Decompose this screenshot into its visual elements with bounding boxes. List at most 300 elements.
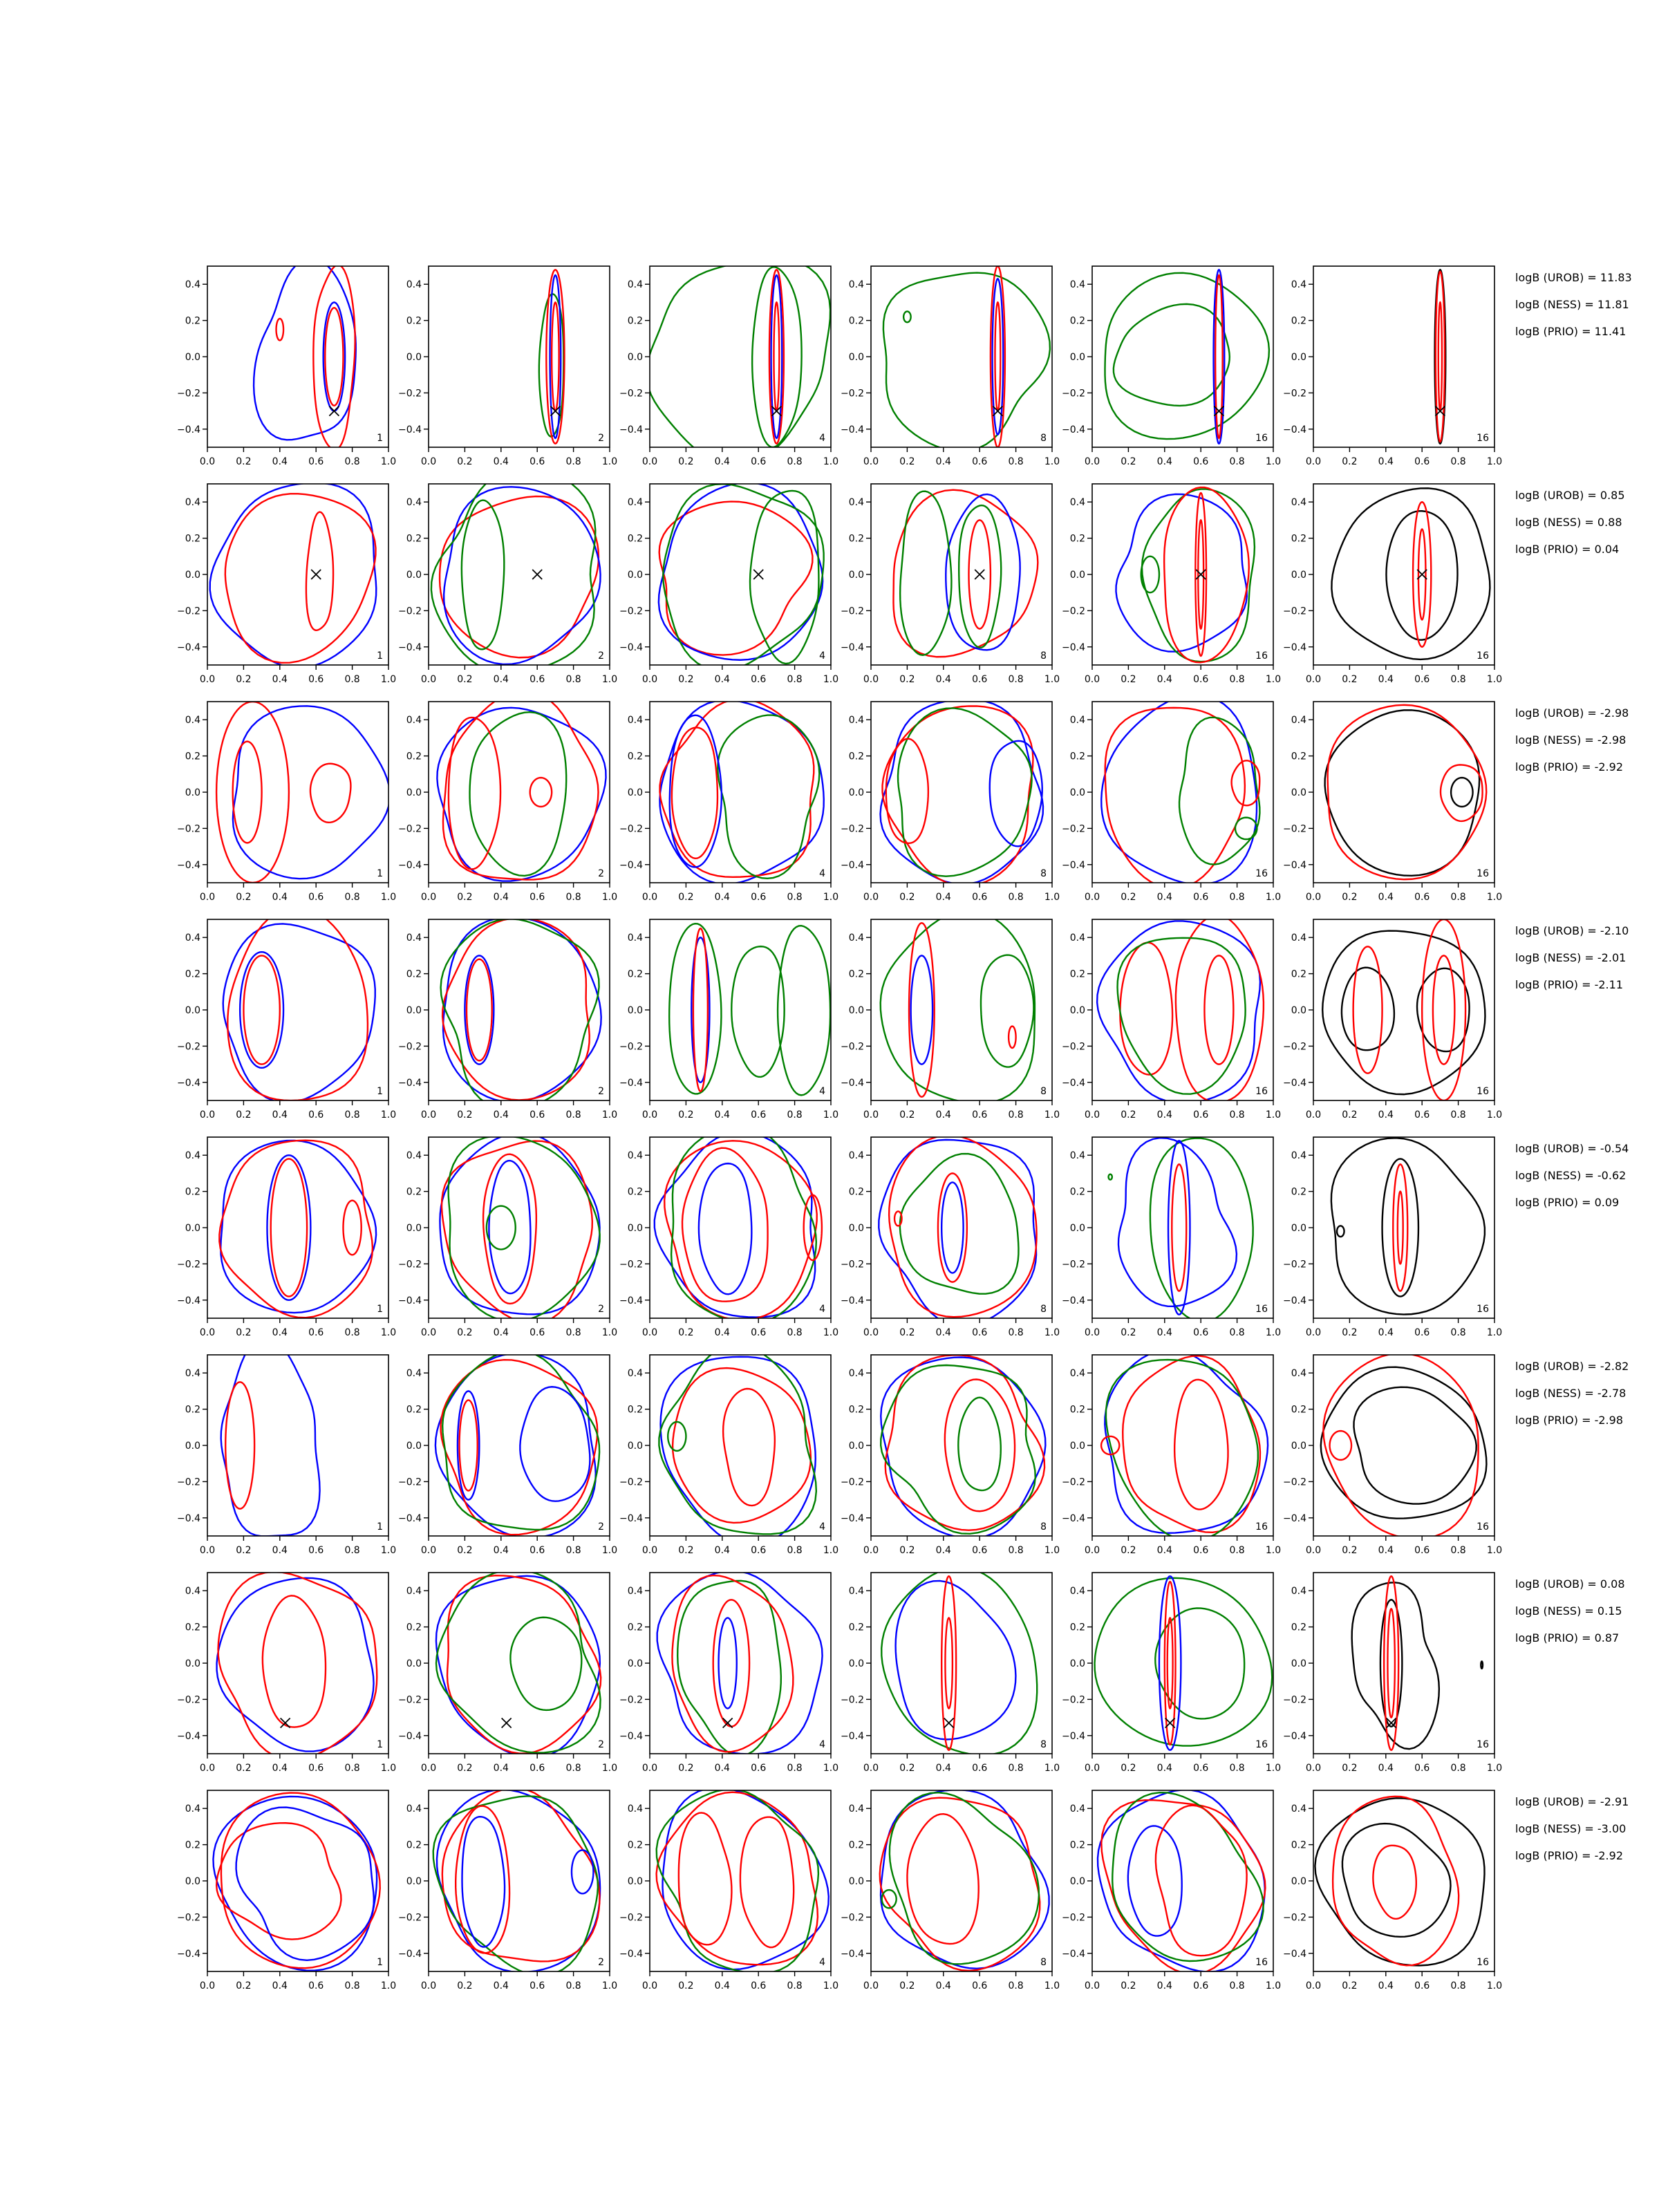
red-contour: [263, 1595, 326, 1727]
x-tick-label: 0.4: [272, 674, 288, 685]
contour-group: [221, 1338, 320, 1536]
y-tick-label: 0.0: [406, 1658, 422, 1669]
y-tick-label: 0.0: [1069, 1223, 1085, 1234]
x-tick-label: 0.0: [199, 674, 216, 685]
y-tick-label: 0.0: [627, 787, 643, 798]
y-tick-label: 0.0: [627, 1441, 643, 1452]
x-tick-label: 0.4: [1378, 1763, 1394, 1774]
axes-frame: [1092, 1137, 1273, 1318]
contour-panel: [1062, 484, 1281, 685]
x-tick-label: 0.8: [1450, 1109, 1466, 1121]
y-tick-label: 0.0: [185, 1223, 200, 1234]
y-tick-label: 0.2: [1291, 968, 1306, 980]
red-contour: [325, 308, 343, 405]
axes-frame: [871, 919, 1052, 1100]
y-tick-label: −0.4: [1283, 1948, 1306, 1960]
y-tick-label: −0.2: [1062, 1041, 1085, 1053]
panel-corner-label: 2: [598, 1086, 604, 1097]
contour-panel: [1283, 1573, 1502, 1774]
x-tick-label: 0.4: [714, 456, 730, 467]
x-tick-label: 0.0: [420, 1545, 437, 1556]
axes-frame: [207, 266, 388, 447]
y-tick-label: −0.4: [398, 1948, 422, 1960]
red-contour: [216, 702, 289, 883]
x-tick-label: 0.0: [199, 456, 216, 467]
axes-frame: [429, 1573, 610, 1754]
y-tick-label: 0.4: [627, 279, 643, 291]
x-tick-label: 0.0: [1084, 1980, 1100, 1991]
y-tick-label: 0.0: [1291, 1876, 1306, 1887]
contour-group: [1331, 488, 1490, 659]
red-contour: [893, 490, 1038, 657]
y-tick-label: −0.4: [398, 641, 422, 653]
x-tick-label: 0.0: [1084, 1327, 1100, 1338]
green-contour: [487, 1206, 516, 1250]
panel-corner-label: 16: [1477, 1304, 1489, 1315]
y-tick-label: −0.2: [841, 823, 864, 835]
y-tick-label: 0.4: [406, 715, 422, 727]
y-tick-label: −0.2: [177, 1041, 200, 1053]
blue-contour: [489, 1161, 530, 1293]
contour-group: [433, 1788, 600, 1976]
y-tick-label: −0.2: [1283, 1259, 1306, 1271]
panel-corner-label: 4: [819, 433, 825, 444]
y-tick-label: −0.4: [1062, 859, 1085, 871]
red-contour: [995, 302, 1000, 411]
y-tick-label: −0.4: [619, 641, 643, 653]
y-tick-label: 0.4: [1291, 1368, 1306, 1380]
y-tick-label: 0.0: [848, 570, 864, 581]
x-tick-label: 0.2: [1121, 892, 1136, 903]
x-tick-label: 1.0: [601, 1109, 618, 1121]
red-contour: [1323, 1353, 1478, 1539]
x-tick-label: 0.0: [641, 892, 658, 903]
panel-corner-label: 4: [819, 650, 825, 662]
red-contour: [1168, 1618, 1173, 1709]
x-tick-label: 0.0: [1084, 1763, 1100, 1774]
x-tick-label: 0.4: [935, 1327, 951, 1338]
green-contour: [1112, 1792, 1263, 1961]
x-tick-label: 0.2: [236, 892, 252, 903]
blue-contour: [254, 259, 356, 440]
x-tick-label: 0.0: [420, 1327, 437, 1338]
y-tick-label: −0.2: [1062, 606, 1085, 617]
y-tick-label: 0.0: [627, 1223, 643, 1234]
green-contour: [431, 468, 595, 674]
contour-panel: [1283, 1137, 1502, 1338]
blue-contour: [771, 275, 782, 438]
y-tick-label: 0.4: [627, 1150, 643, 1162]
contour-group: [213, 1793, 379, 1971]
x-tick-label: 0.2: [1342, 892, 1358, 903]
x-tick-label: 0.0: [641, 1980, 658, 1991]
y-tick-label: −0.2: [177, 1259, 200, 1271]
red-contour: [1009, 1027, 1015, 1048]
y-tick-label: 0.2: [406, 1622, 422, 1633]
contour-group: [1098, 1790, 1265, 1974]
x-tick-label: 0.8: [1008, 674, 1024, 685]
green-contour: [981, 955, 1033, 1067]
panel-corner-label: 16: [1255, 650, 1268, 662]
axes-frame: [1313, 919, 1494, 1100]
x-tick-label: 0.4: [493, 1763, 509, 1774]
y-tick-label: 0.2: [627, 1622, 643, 1633]
red-contour: [225, 1382, 254, 1508]
x-tick-label: 1.0: [1044, 1327, 1060, 1338]
bayes-factor-label: logB (PRIO) = 0.09: [1515, 1196, 1620, 1209]
contour-panel: [619, 258, 838, 467]
x-tick-label: 0.0: [863, 1545, 879, 1556]
x-tick-label: 0.6: [529, 892, 545, 903]
green-contour: [881, 911, 1035, 1104]
x-tick-label: 0.6: [972, 892, 988, 903]
x-tick-label: 0.8: [1229, 674, 1245, 685]
y-tick-label: 0.2: [848, 751, 864, 762]
red-contour: [682, 1148, 768, 1302]
y-tick-label: −0.4: [177, 1512, 200, 1524]
y-tick-label: −0.2: [398, 1041, 422, 1053]
y-tick-label: −0.2: [841, 1041, 864, 1053]
x-tick-label: 1.0: [601, 1545, 618, 1556]
y-tick-label: 0.2: [185, 1186, 200, 1198]
y-tick-label: −0.4: [177, 1295, 200, 1306]
y-tick-label: −0.2: [1062, 1259, 1085, 1271]
x-tick-label: 0.4: [272, 892, 288, 903]
x-tick-label: 0.2: [1121, 674, 1136, 685]
y-tick-label: −0.4: [1062, 1077, 1085, 1089]
y-tick-label: 0.2: [627, 1186, 643, 1198]
y-tick-label: −0.2: [398, 1477, 422, 1488]
panel-corner-label: 16: [1477, 650, 1489, 662]
red-contour: [679, 1812, 732, 1944]
y-tick-label: 0.0: [1291, 352, 1306, 363]
y-tick-label: 0.2: [1069, 533, 1085, 545]
x-tick-label: 0.6: [529, 674, 545, 685]
axes-frame: [1313, 266, 1494, 447]
y-tick-label: 0.2: [406, 1839, 422, 1851]
x-tick-label: 0.6: [972, 1980, 988, 1991]
red-contour: [1156, 1806, 1247, 1956]
x-tick-label: 0.2: [236, 1763, 252, 1774]
y-tick-label: 0.0: [1069, 1876, 1085, 1887]
black-contour: [1342, 968, 1394, 1051]
y-tick-label: −0.4: [398, 859, 422, 871]
y-tick-label: −0.4: [841, 1077, 864, 1089]
axes-frame: [207, 484, 388, 665]
y-tick-label: −0.2: [1283, 1477, 1306, 1488]
y-tick-label: −0.2: [841, 388, 864, 400]
x-tick-label: 0.0: [1305, 892, 1322, 903]
x-tick-label: 1.0: [1044, 1109, 1060, 1121]
y-tick-label: 0.2: [1069, 751, 1085, 762]
red-contour: [1204, 955, 1233, 1064]
axes-frame: [429, 702, 610, 883]
y-tick-label: 0.0: [185, 1658, 200, 1669]
contour-group: [655, 1126, 822, 1324]
y-tick-label: −0.4: [1283, 1730, 1306, 1742]
y-tick-label: 0.4: [1291, 1803, 1306, 1815]
x-tick-label: 0.6: [1193, 456, 1209, 467]
black-contour: [1481, 1661, 1483, 1668]
x-tick-label: 0.6: [308, 1763, 324, 1774]
y-tick-label: 0.2: [185, 1622, 200, 1633]
x-tick-label: 0.0: [420, 674, 437, 685]
x-tick-label: 0.6: [308, 1545, 324, 1556]
contour-group: [1105, 270, 1268, 444]
x-tick-label: 1.0: [1486, 674, 1503, 685]
red-contour: [909, 923, 935, 1097]
green-contour: [958, 1398, 1000, 1490]
x-tick-label: 0.6: [1414, 1327, 1430, 1338]
axes-frame: [650, 1355, 831, 1536]
red-contour: [1328, 705, 1487, 879]
x-tick-label: 1.0: [1486, 1545, 1503, 1556]
contour-group: [216, 702, 390, 883]
x-tick-label: 0.2: [236, 456, 252, 467]
contour-group: [659, 482, 824, 671]
x-tick-label: 0.0: [863, 1763, 879, 1774]
x-tick-label: 0.4: [1378, 1109, 1394, 1121]
contour-group: [1101, 695, 1259, 888]
green-contour: [1235, 818, 1257, 839]
contour-group: [219, 1141, 376, 1318]
y-tick-label: −0.4: [619, 1295, 643, 1306]
y-tick-label: 0.4: [1069, 932, 1085, 944]
x-tick-label: 0.2: [899, 1109, 915, 1121]
green-contour: [1150, 1138, 1253, 1322]
x-tick-label: 0.4: [714, 1109, 730, 1121]
x-tick-label: 0.8: [1008, 1109, 1024, 1121]
y-tick-label: −0.4: [841, 424, 864, 435]
blue-contour: [879, 1140, 1036, 1327]
y-tick-label: −0.4: [1283, 424, 1306, 435]
red-contour: [216, 1823, 341, 1939]
x-tick-label: 0.2: [236, 1980, 252, 1991]
x-tick-label: 0.4: [272, 1109, 288, 1121]
x-tick-label: 0.4: [1156, 892, 1172, 903]
x-tick-label: 0.2: [899, 1763, 915, 1774]
panel-corner-label: 16: [1255, 1086, 1268, 1097]
x-tick-label: 0.0: [199, 1327, 216, 1338]
panel-corner-label: 1: [377, 1957, 383, 1968]
y-tick-label: 0.2: [1291, 1186, 1306, 1198]
green-contour: [1179, 718, 1259, 865]
x-tick-label: 1.0: [1265, 674, 1282, 685]
contour-panel: [1062, 1349, 1281, 1556]
y-tick-label: 0.4: [406, 497, 422, 509]
green-contour: [752, 267, 801, 447]
red-contour: [659, 502, 813, 655]
x-tick-label: 0.6: [972, 1327, 988, 1338]
y-tick-label: 0.4: [1291, 497, 1306, 509]
x-tick-label: 1.0: [1265, 1327, 1282, 1338]
red-contour: [276, 319, 283, 340]
y-tick-label: 0.0: [1069, 1441, 1085, 1452]
contour-panel: [1283, 919, 1502, 1121]
green-contour: [903, 312, 910, 323]
x-tick-label: 1.0: [1265, 1109, 1282, 1121]
x-tick-label: 1.0: [1265, 1763, 1282, 1774]
green-contour: [900, 491, 951, 655]
contour-group: [893, 490, 1038, 657]
contour-group: [880, 1790, 1049, 1971]
y-tick-label: 0.2: [1069, 1186, 1085, 1198]
green-contour: [731, 946, 784, 1077]
y-tick-label: 0.2: [848, 533, 864, 545]
contour-panel: [841, 1355, 1060, 1556]
contour-group: [1095, 1576, 1273, 1750]
y-tick-label: 0.2: [1069, 1839, 1085, 1851]
panel-corner-label: 8: [1040, 1304, 1047, 1315]
x-tick-label: 1.0: [1486, 1109, 1503, 1121]
red-contour: [883, 706, 1033, 885]
black-contour: [1342, 1824, 1451, 1937]
x-tick-label: 0.4: [935, 892, 951, 903]
x-tick-label: 0.0: [641, 1109, 658, 1121]
x-tick-label: 0.4: [1156, 1327, 1172, 1338]
contour-group: [435, 1351, 599, 1538]
red-contour: [723, 1389, 775, 1506]
bayes-factor-label: logB (NESS) = -2.78: [1515, 1387, 1627, 1400]
red-contour: [225, 494, 376, 662]
contour-group: [431, 468, 601, 674]
x-tick-label: 0.4: [714, 1545, 730, 1556]
panel-corner-label: 4: [819, 1521, 825, 1533]
red-contour: [440, 496, 599, 657]
x-tick-label: 1.0: [380, 1109, 397, 1121]
true-value-marker: [502, 1718, 512, 1727]
blue-contour: [462, 1817, 505, 1947]
x-tick-label: 0.2: [678, 1980, 694, 1991]
x-tick-label: 1.0: [823, 456, 839, 467]
y-tick-label: −0.2: [619, 1912, 643, 1924]
x-tick-label: 0.4: [1156, 1980, 1172, 1991]
contour-panel: [619, 1346, 838, 1556]
y-tick-label: 0.2: [406, 751, 422, 762]
x-tick-label: 0.8: [565, 892, 581, 903]
x-tick-label: 0.8: [1008, 1327, 1024, 1338]
y-tick-label: 0.0: [406, 570, 422, 581]
y-tick-label: 0.0: [848, 1441, 864, 1452]
contour-group: [659, 699, 823, 884]
x-tick-label: 0.0: [420, 1980, 437, 1991]
x-tick-label: 0.8: [344, 456, 360, 467]
contour-panel: [619, 1788, 838, 1991]
contour-panel: [841, 1136, 1060, 1338]
y-tick-label: −0.2: [1062, 1477, 1085, 1488]
x-tick-label: 0.2: [1342, 456, 1358, 467]
y-tick-label: 0.2: [848, 1622, 864, 1633]
y-tick-label: −0.4: [1283, 1295, 1306, 1306]
contour-panel: [1062, 695, 1281, 903]
y-tick-label: −0.2: [619, 1259, 643, 1271]
blue-contour: [881, 1790, 1049, 1968]
y-tick-label: 0.0: [185, 1005, 200, 1016]
panel-corner-label: 8: [1040, 868, 1047, 879]
y-tick-label: −0.2: [177, 823, 200, 835]
y-tick-label: 0.0: [406, 1005, 422, 1016]
y-tick-label: −0.2: [1062, 1694, 1085, 1706]
y-tick-label: 0.4: [848, 932, 864, 944]
contour-panel: [619, 919, 838, 1121]
x-tick-label: 1.0: [380, 892, 397, 903]
green-contour: [677, 1581, 781, 1756]
y-tick-label: 0.2: [185, 1839, 200, 1851]
contour-group: [879, 1136, 1036, 1327]
contour-panel: [177, 1572, 396, 1774]
contour-panel: [619, 699, 838, 903]
panel-corner-label: 16: [1255, 433, 1268, 444]
y-tick-label: 0.0: [1069, 787, 1085, 798]
green-contour: [778, 926, 830, 1095]
x-tick-label: 0.8: [1229, 1327, 1245, 1338]
x-tick-label: 0.8: [1229, 892, 1245, 903]
red-contour: [449, 718, 500, 870]
x-tick-label: 0.2: [457, 674, 473, 685]
y-tick-label: 0.0: [1291, 570, 1306, 581]
x-tick-label: 0.8: [344, 892, 360, 903]
red-contour: [693, 928, 708, 1091]
x-tick-label: 0.8: [565, 1109, 581, 1121]
y-tick-label: 0.2: [1291, 751, 1306, 762]
contour-group: [436, 1570, 601, 1758]
x-tick-label: 0.8: [787, 674, 803, 685]
axes-frame: [429, 266, 610, 447]
x-tick-label: 0.6: [751, 892, 767, 903]
x-tick-label: 0.2: [678, 456, 694, 467]
red-contour: [1441, 765, 1483, 821]
contour-panel: [398, 1788, 617, 1991]
x-tick-label: 0.0: [1084, 674, 1100, 685]
black-contour: [1337, 1226, 1344, 1237]
x-tick-label: 0.0: [1305, 674, 1322, 685]
axes-frame: [871, 1355, 1052, 1536]
y-tick-label: −0.4: [177, 424, 200, 435]
green-contour: [1095, 1578, 1273, 1746]
y-tick-label: −0.4: [1062, 1512, 1085, 1524]
x-tick-label: 0.8: [1229, 1545, 1245, 1556]
y-tick-label: 0.0: [848, 787, 864, 798]
x-tick-label: 1.0: [1265, 892, 1282, 903]
red-contour: [243, 955, 279, 1064]
red-contour: [1398, 1192, 1403, 1264]
x-tick-label: 0.6: [1414, 1545, 1430, 1556]
y-tick-label: 0.4: [848, 715, 864, 727]
contour-group: [223, 908, 375, 1103]
red-contour: [271, 1159, 307, 1296]
axes-frame: [207, 702, 388, 883]
x-tick-label: 0.4: [1156, 1109, 1172, 1121]
x-tick-label: 1.0: [1486, 1980, 1503, 1991]
contour-panel: [177, 908, 396, 1121]
y-tick-label: 0.0: [406, 1441, 422, 1452]
x-tick-label: 0.4: [1378, 892, 1394, 903]
x-tick-label: 0.6: [529, 1109, 545, 1121]
x-tick-label: 0.4: [272, 1327, 288, 1338]
x-tick-label: 0.0: [199, 1109, 216, 1121]
contour-group: [1331, 1138, 1485, 1314]
panel-corner-label: 8: [1040, 1957, 1047, 1968]
y-tick-label: −0.2: [398, 606, 422, 617]
x-tick-label: 0.2: [457, 1327, 473, 1338]
x-tick-label: 0.2: [899, 456, 915, 467]
contour-panel: [398, 1351, 617, 1556]
x-tick-label: 0.6: [529, 1327, 545, 1338]
black-contour: [1315, 1798, 1484, 1965]
y-tick-label: 0.0: [1291, 1223, 1306, 1234]
bayes-factor-label: logB (UROB) = 0.85: [1515, 489, 1625, 502]
y-tick-label: −0.4: [1062, 641, 1085, 653]
